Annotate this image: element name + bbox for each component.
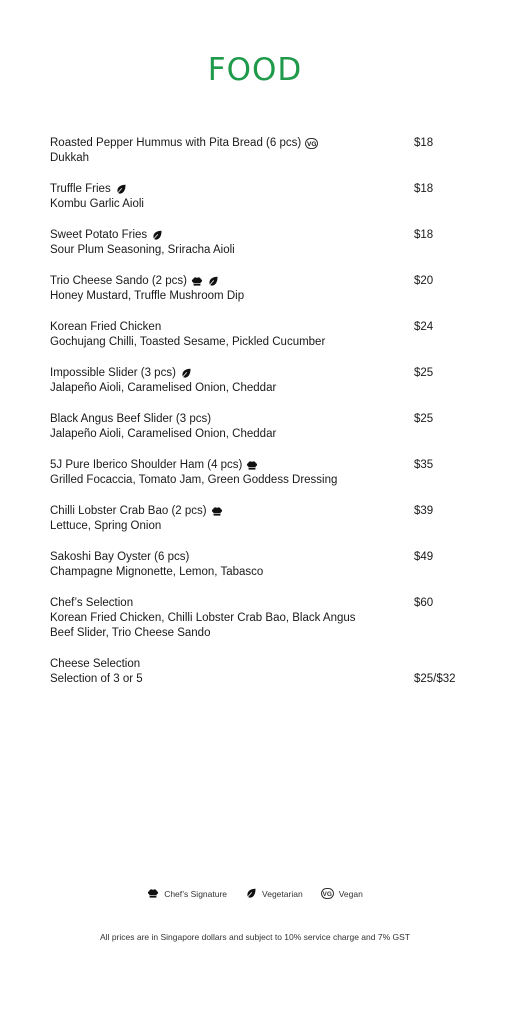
menu-item-description: Korean Fried Chicken, Chilli Lobster Crab Bao, Black Angus Beef Slider, Trio Cheese Sando — [50, 612, 356, 639]
vegan-badge-icon: VG — [305, 138, 318, 149]
menu-item-name: 5J Pure Iberico Shoulder Ham (4 pcs) — [50, 459, 243, 471]
menu-item-name: Sweet Potato Fries — [50, 229, 148, 241]
menu-item-description: Honey Mustard, Truffle Mushroom Dip — [50, 290, 245, 302]
menu-item-price: $18 — [414, 229, 434, 241]
menu-item-name: Trio Cheese Sando (2 pcs) — [50, 275, 188, 287]
menu-item-name: Black Angus Beef Slider (3 pcs) — [50, 413, 212, 425]
menu-item-price: $60 — [414, 597, 434, 609]
menu-item-name-line — [50, 458, 470, 473]
legend-vegan-label: Vegan — [338, 888, 363, 899]
menu-item-name: Impossible Slider (3 pcs) — [50, 367, 176, 379]
chef-hat-icon — [246, 460, 258, 471]
menu-item-name-line — [50, 274, 470, 289]
menu-item — [50, 320, 470, 350]
menu-item-price: $49 — [414, 551, 434, 563]
menu-item-name: Chef’s Selection — [50, 597, 134, 609]
menu-item-name-line — [50, 412, 470, 427]
food-menu-list — [50, 136, 470, 703]
menu-item-description: Lettuce, Spring Onion — [50, 520, 162, 532]
menu-item-price: $25 — [414, 367, 434, 379]
menu-item-description: Selection of 3 or 5 — [50, 673, 143, 685]
menu-item — [50, 136, 470, 166]
legend-vegetarian — [245, 888, 303, 899]
menu-item-name-line — [50, 657, 470, 672]
legend-vegetarian-label: Vegetarian — [262, 888, 303, 899]
chef-hat-icon — [211, 506, 223, 517]
menu-item-name-line — [50, 136, 470, 151]
vegan-badge-icon: VG — [321, 888, 334, 899]
menu-item — [50, 412, 470, 442]
menu-item — [50, 550, 470, 580]
menu-item-description: Sour Plum Seasoning, Sriracha Aioli — [50, 244, 235, 256]
menu-item-price: $18 — [414, 137, 434, 149]
menu-item-description: Dukkah — [50, 152, 89, 164]
menu-item-name-line — [50, 596, 470, 611]
leaf-icon — [151, 230, 163, 241]
menu-item — [50, 274, 470, 304]
legend-chef-signature — [147, 888, 227, 899]
leaf-icon — [207, 276, 219, 287]
menu-item-price: $25/$32 — [414, 673, 456, 685]
legend-vegan — [321, 888, 363, 899]
menu-item-description: Grilled Focaccia, Tomato Jam, Green Goddess Dressing — [50, 474, 338, 486]
menu-item-name: Korean Fried Chicken — [50, 321, 162, 333]
menu-item-description: Gochujang Chilli, Toasted Sesame, Pickled Cucumber — [50, 336, 326, 348]
menu-item-price: $25 — [414, 413, 434, 425]
menu-item-name: Sakoshi Bay Oyster (6 pcs) — [50, 551, 190, 563]
menu-item — [50, 228, 470, 258]
leaf-icon — [180, 368, 192, 379]
icon-legend — [0, 888, 510, 899]
menu-item-description: Kombu Garlic Aioli — [50, 198, 144, 210]
menu-item-price: $35 — [414, 459, 434, 471]
menu-item-name: Chilli Lobster Crab Bao (2 pcs) — [50, 505, 207, 517]
menu-item-name-line — [50, 366, 470, 381]
menu-item-description: Jalapeño Aioli, Caramelised Onion, Cheddar — [50, 428, 277, 440]
leaf-icon — [115, 184, 127, 195]
menu-item-price: $18 — [414, 183, 434, 195]
menu-item — [50, 366, 470, 396]
chef-hat-icon — [191, 276, 203, 287]
menu-item-name-line — [50, 182, 470, 197]
menu-item — [50, 458, 470, 488]
chef-hat-icon — [147, 888, 159, 899]
menu-item-name-line — [50, 504, 470, 519]
menu-item — [50, 182, 470, 212]
menu-item-name-line — [50, 550, 470, 565]
menu-item — [50, 657, 470, 687]
menu-item-name-line — [50, 320, 470, 335]
menu-item-description: Champagne Mignonette, Lemon, Tabasco — [50, 566, 264, 578]
menu-item — [50, 596, 470, 641]
menu-item-description: Jalapeño Aioli, Caramelised Onion, Cheddar — [50, 382, 277, 394]
menu-item-name-line — [50, 228, 470, 243]
menu-item-name: Cheese Selection — [50, 658, 141, 670]
price-disclaimer: All prices are in Singapore dollars and subject to 10% service charge and 7% GST — [100, 932, 410, 942]
menu-item-price: $39 — [414, 505, 434, 517]
legend-chef-signature-label: Chef’s Signature — [164, 888, 228, 899]
menu-item-name: Truffle Fries — [50, 183, 111, 195]
leaf-icon — [245, 888, 257, 899]
menu-item-price: $20 — [414, 275, 434, 287]
menu-item-price: $24 — [414, 321, 434, 333]
menu-title: FOOD — [207, 52, 303, 88]
menu-item — [50, 504, 470, 534]
menu-item-name: Roasted Pepper Hummus with Pita Bread (6 pcs) — [50, 137, 302, 149]
